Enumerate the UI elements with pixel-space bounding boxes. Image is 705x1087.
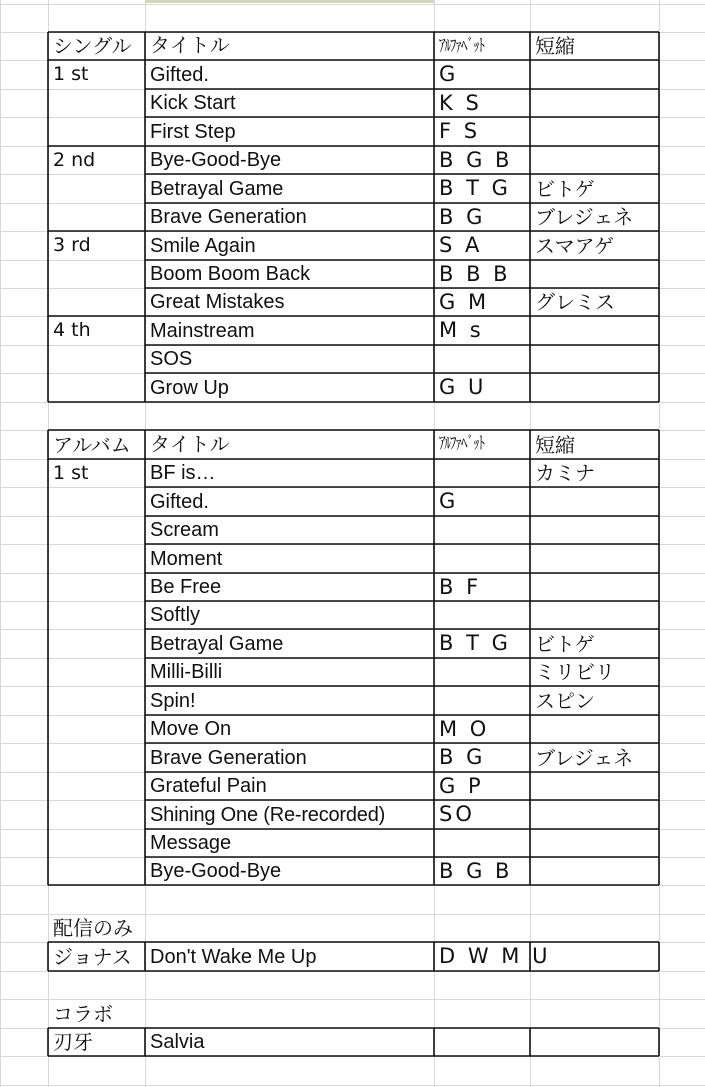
title-cell[interactable]: Bye-Good-Bye [150, 860, 282, 882]
header-category-cell[interactable]: アルバム [53, 432, 131, 457]
title-cell[interactable]: Boom Boom Back [150, 263, 311, 285]
alphabet-cell[interactable] [435, 1028, 530, 1056]
abbreviation-cell[interactable]: ブレジェネ [535, 205, 634, 229]
alphabet-cell[interactable]: K S [439, 90, 482, 115]
category-cell[interactable]: 4 th [53, 319, 91, 341]
category-cell[interactable] [49, 373, 145, 402]
abbreviation-cell[interactable]: ブレジェネ [535, 745, 634, 770]
header-abbreviation-cell[interactable]: 短縮 [535, 34, 575, 58]
abbreviation-cell[interactable]: スマアゲ [535, 233, 614, 258]
alphabet-cell[interactable]: B T G [439, 176, 511, 200]
abbreviation-cell[interactable] [531, 60, 659, 89]
alphabet-cell[interactable]: B G [439, 745, 486, 769]
abbreviation-cell[interactable] [531, 772, 659, 800]
category-cell[interactable] [49, 601, 145, 629]
category-cell[interactable] [49, 544, 145, 573]
alphabet-cell[interactable]: B G B [439, 147, 513, 172]
alphabet-cell[interactable]: G [439, 489, 459, 513]
alphabet-cell[interactable] [435, 345, 530, 373]
alphabet-cell[interactable]: S A [439, 233, 483, 257]
alphabet-cell[interactable]: B G [439, 204, 486, 229]
abbreviation-cell[interactable] [531, 316, 659, 345]
title-cell[interactable]: Mainstream [150, 319, 255, 342]
title-cell[interactable]: Grateful Pain [150, 775, 267, 797]
alphabet-cell[interactable]: D W M U [439, 944, 551, 968]
category-cell[interactable] [49, 203, 145, 231]
title-cell[interactable]: SOS [150, 348, 193, 370]
title-cell[interactable]: Betrayal Game [150, 177, 284, 200]
category-cell[interactable] [49, 345, 145, 373]
category-cell[interactable] [49, 715, 145, 743]
alphabet-cell[interactable]: B B B [439, 261, 511, 286]
title-cell[interactable]: Milli-Billi [150, 661, 223, 683]
category-cell[interactable]: 2 nd [53, 148, 96, 171]
alphabet-cell[interactable]: G [439, 62, 459, 86]
category-cell[interactable] [49, 487, 145, 516]
title-cell[interactable]: Scream [150, 519, 219, 541]
alphabet-cell[interactable] [435, 658, 530, 686]
category-cell[interactable] [49, 857, 145, 885]
category-cell[interactable]: 刃牙 [53, 1030, 93, 1054]
category-cell[interactable] [49, 89, 145, 117]
title-cell[interactable]: Softly [150, 604, 201, 626]
abbreviation-cell[interactable] [531, 573, 659, 601]
category-cell[interactable] [49, 260, 145, 288]
category-cell[interactable] [49, 743, 145, 772]
abbreviation-cell[interactable]: ビトゲ [535, 631, 595, 656]
alphabet-cell[interactable]: B T G [439, 631, 511, 655]
title-cell[interactable]: Moment [150, 547, 223, 570]
alphabet-cell[interactable]: M s [439, 318, 484, 342]
title-cell[interactable]: First Step [150, 120, 236, 143]
section-label-collab[interactable]: コラボ [53, 1001, 113, 1026]
section-label-digital-only[interactable]: 配信のみ [53, 916, 133, 940]
alphabet-cell[interactable] [435, 544, 530, 573]
title-cell[interactable]: Gifted. [150, 490, 209, 513]
abbreviation-cell[interactable]: ミリビリ [535, 660, 615, 684]
abbreviation-cell[interactable] [531, 800, 659, 829]
header-title-cell[interactable]: タイトル [150, 433, 230, 456]
alphabet-cell[interactable]: F S [439, 119, 481, 143]
abbreviation-cell[interactable] [531, 1028, 659, 1056]
category-cell[interactable] [49, 658, 145, 686]
title-cell[interactable]: Brave Generation [150, 746, 307, 769]
category-cell[interactable] [49, 174, 145, 203]
abbreviation-cell[interactable] [531, 544, 659, 573]
category-cell[interactable]: 1 st [53, 63, 89, 85]
title-cell[interactable]: Spin! [150, 689, 196, 712]
alphabet-cell[interactable] [435, 516, 530, 544]
title-cell[interactable]: Salvia [150, 1031, 205, 1053]
title-cell[interactable]: Message [150, 832, 232, 854]
abbreviation-cell[interactable]: グレミス [535, 290, 615, 314]
abbreviation-cell[interactable] [531, 942, 659, 971]
header-alphabet-cell[interactable]: ｱﾙﾌｧﾍﾞｯﾄ [439, 434, 484, 455]
abbreviation-cell[interactable] [531, 117, 659, 146]
abbreviation-cell[interactable] [531, 601, 659, 629]
header-category-cell[interactable]: シングル [53, 34, 132, 58]
title-cell[interactable]: Smile Again [150, 234, 256, 257]
category-cell[interactable] [49, 629, 145, 658]
category-cell[interactable] [49, 117, 145, 146]
alphabet-cell[interactable]: G M [439, 289, 490, 314]
abbreviation-cell[interactable] [531, 857, 659, 885]
category-cell[interactable] [49, 800, 145, 829]
abbreviation-cell[interactable] [531, 715, 659, 743]
title-cell[interactable]: Grow Up [150, 376, 229, 399]
title-cell[interactable]: Be Free [150, 576, 222, 598]
abbreviation-cell[interactable] [531, 89, 659, 117]
abbreviation-cell[interactable] [531, 260, 659, 288]
title-cell[interactable]: Kick Start [150, 92, 236, 114]
abbreviation-cell[interactable]: カミナ [535, 461, 595, 485]
alphabet-cell[interactable]: SO [439, 802, 475, 826]
header-abbreviation-cell[interactable]: 短縮 [535, 432, 575, 457]
alphabet-cell[interactable]: M O [439, 716, 490, 741]
abbreviation-cell[interactable] [531, 345, 659, 373]
title-cell[interactable]: BF is… [150, 462, 216, 484]
alphabet-cell[interactable] [435, 601, 530, 629]
title-cell[interactable]: Shining One (Re-recorded) [150, 803, 386, 826]
title-cell[interactable]: Great Mistakes [150, 291, 285, 313]
title-cell[interactable]: Move On [150, 718, 232, 740]
category-cell[interactable] [49, 573, 145, 601]
title-cell[interactable]: Brave Generation [150, 206, 307, 228]
title-cell[interactable]: Betrayal Game [150, 632, 284, 655]
category-cell[interactable] [49, 516, 145, 544]
alphabet-cell[interactable] [435, 829, 530, 857]
abbreviation-cell[interactable] [531, 487, 659, 516]
alphabet-cell[interactable]: G U [439, 375, 487, 399]
category-cell[interactable]: 1 st [53, 461, 89, 484]
alphabet-cell[interactable]: G P [439, 773, 484, 798]
header-alphabet-cell[interactable]: ｱﾙﾌｧﾍﾞｯﾄ [439, 35, 484, 57]
title-cell[interactable]: Bye-Good-Bye [150, 149, 282, 171]
category-cell[interactable] [49, 772, 145, 800]
abbreviation-cell[interactable] [531, 829, 659, 857]
abbreviation-cell[interactable]: スピン [535, 688, 595, 713]
category-cell[interactable] [49, 829, 145, 857]
abbreviation-cell[interactable]: ビトゲ [535, 176, 595, 201]
alphabet-cell[interactable]: B G B [439, 858, 513, 883]
category-cell[interactable]: ジョナス [53, 944, 132, 969]
category-cell[interactable] [49, 686, 145, 715]
alphabet-cell[interactable]: B F [439, 574, 482, 599]
abbreviation-cell[interactable] [531, 146, 659, 174]
abbreviation-cell[interactable] [531, 516, 659, 544]
abbreviation-cell[interactable] [531, 373, 659, 402]
alphabet-cell[interactable] [435, 459, 530, 487]
title-cell[interactable]: Don't Wake Me Up [150, 945, 317, 968]
category-cell[interactable] [49, 288, 145, 316]
title-cell[interactable]: Gifted. [150, 63, 209, 86]
header-title-cell[interactable]: タイトル [150, 35, 230, 57]
alphabet-cell[interactable] [435, 686, 530, 715]
category-cell[interactable]: 3 rd [53, 234, 91, 256]
